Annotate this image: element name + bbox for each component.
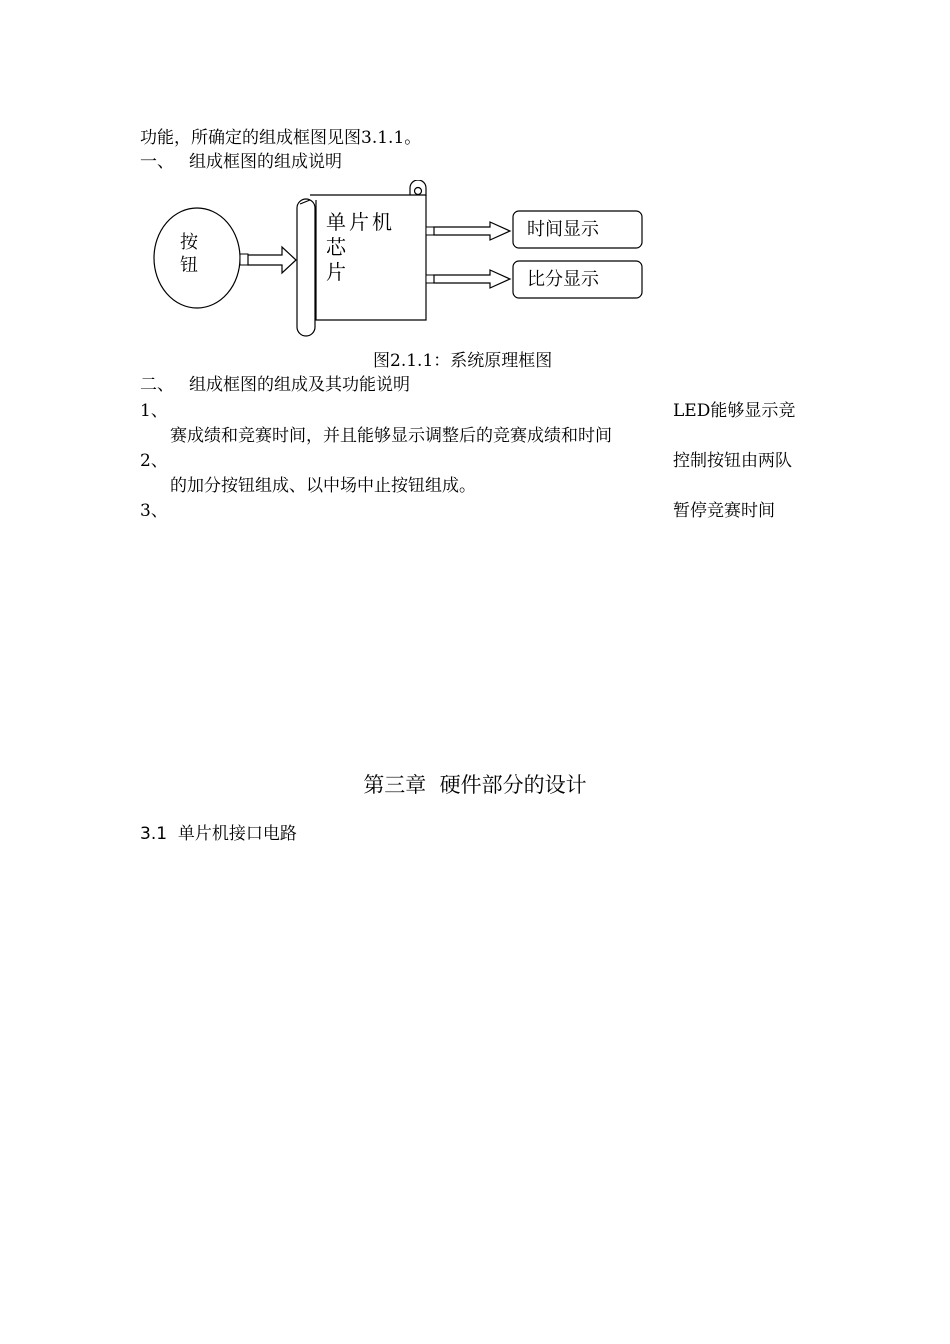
chip-label-1: 单片机 [326,210,395,234]
score-arrow [434,270,510,288]
button-label-2: 钮 [180,255,198,276]
item-1-number: 1、 [140,401,168,421]
score-arrow-stub [426,275,434,283]
chip-scroll [297,180,426,336]
intro-paragraph: 功能，所确定的组成框图见图3.1.1。 [140,128,422,148]
time-arrow [434,222,510,240]
input-arrow-stub [240,254,248,265]
system-block-diagram [140,180,660,345]
chapter-title: 第三章 硬件部分的设计 [363,773,587,797]
score-display-label: 比分显示 [527,269,599,290]
input-arrow [248,247,296,273]
time-display-label: 时间显示 [527,219,599,240]
item-2-number: 2、 [140,451,168,471]
item-1-text: LED能够显示竞 [673,401,796,421]
section-1-number: 一、 [140,152,174,172]
chip-label-2: 芯 [326,235,346,259]
section-2-title: 组成框图的组成及其功能说明 [189,375,410,395]
time-arrow-stub [426,227,434,235]
subsection-title: 3.1 单片机接口电路 [140,824,297,844]
figure-caption: 图2.1.1：系统原理框图 [373,351,553,371]
button-label-1: 按 [180,232,198,253]
item-2-text: 控制按钮由两队 [673,451,792,471]
item-1-continuation: 赛成绩和竞赛时间，并且能够显示调整后的竞赛成绩和时间 [170,426,612,446]
chip-label-3: 片 [326,260,346,284]
diagram-shapes [140,180,660,345]
item-3-text: 暂停竞赛时间 [673,501,775,521]
item-3-number: 3、 [140,501,168,521]
section-1-title: 组成框图的组成说明 [189,152,342,172]
item-2-continuation: 的加分按钮组成、以中场中止按钮组成。 [170,476,476,496]
section-2-number: 二、 [140,375,174,395]
